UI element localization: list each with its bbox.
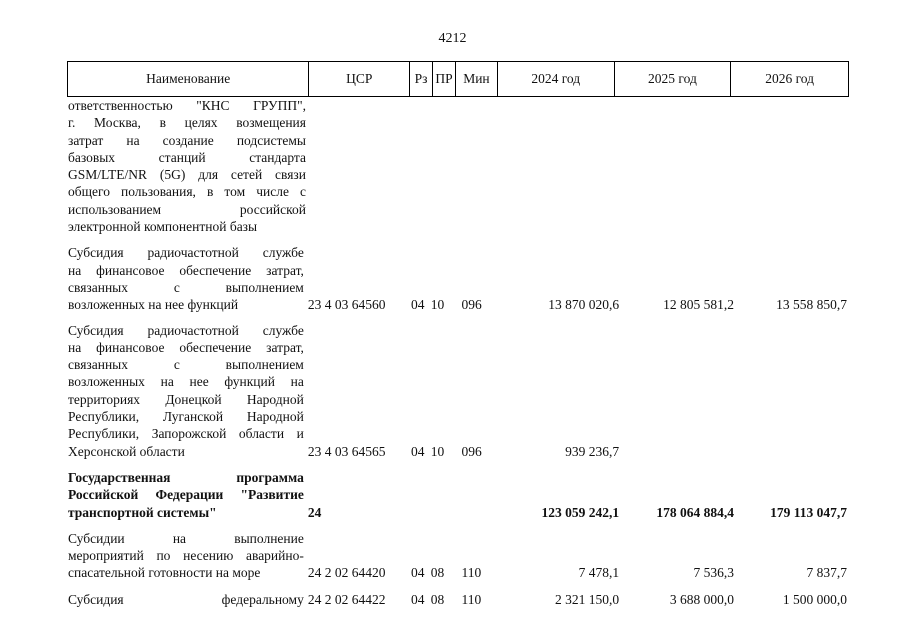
row-name-line: Херсонской области [68,443,185,459]
row-pr: 08 [430,591,445,607]
row-rz: 04 [410,591,425,607]
row-name-line: электронной компонентной базы [68,219,258,235]
row-name-line: связанных с выполнением [68,279,304,295]
row-name-line: связанных с выполнением [68,357,304,373]
row-name-line: затрат на создание подсистемы [68,132,306,148]
row-2024: 2 321 150,0 [554,591,620,607]
row-name-line: г. Москва, в целях возмещения [68,115,306,131]
table-row [67,322,849,460]
row-2024: 7 478,1 [578,565,620,581]
row-2026: 1 500 000,0 [782,591,847,607]
row-name-line: Субсидия радиочастотной службе [68,322,304,338]
row-name-line: ответственностью "КНС ГРУПП", [68,98,306,113]
row-name-line: на финансовое обеспечение затрат, [68,339,304,355]
row-csr: 24 [307,504,322,520]
row-min: 096 [461,297,482,313]
row-name-line: Государственная программа [68,469,304,485]
table-row [67,97,849,235]
row-csr: 23 4 03 64565 [307,443,386,459]
row-name-line: возложенных на нее функций на [68,374,304,390]
table-row [67,244,849,313]
row-2025: 7 536,3 [693,565,735,581]
header-name: Наименование [68,62,309,96]
row-name [67,244,304,313]
row-name-line: общего пользования, в том числе с [68,184,306,200]
row-name-line: использованием российской [68,201,306,217]
table-body [67,97,849,608]
row-pr: 10 [430,443,445,459]
row-pr: 10 [430,297,445,313]
row-name-line: Субсидия радиочастотной службе [68,245,304,261]
row-name-line: мероприятий по несению аварийно- [68,548,304,564]
row-csr: 24 2 02 64422 [307,591,386,607]
row-csr: 23 4 03 64560 [307,297,386,313]
row-csr: 24 2 02 64420 [307,565,386,581]
row-name [67,530,304,582]
header-csr: ЦСР [309,62,410,96]
row-2024: 13 870 020,6 [548,297,620,313]
row-name-line: Субсидии на выполнение [68,530,304,546]
row-name-line: GSM/LTE/NR (5G) для сетей связи [68,167,306,183]
row-name [67,469,304,521]
row-2026: 13 558 850,7 [776,297,847,313]
header-2026: 2026 год [765,71,815,86]
header-2024: 2024 год [498,62,615,96]
header-min: Мин [456,62,498,96]
row-min: 110 [461,591,482,607]
row-2024: 123 059 242,1 [541,504,620,520]
row-name-line: территориях Донецкой Народной [68,391,304,407]
row-min: 110 [461,565,482,581]
row-name [67,322,304,460]
row-name-line: спасательной готовности на море [68,565,261,581]
table-row [67,530,849,582]
row-2026: 179 113 047,7 [770,504,847,520]
row-2024: 939 236,7 [565,443,620,459]
row-2025: 12 805 581,2 [663,297,735,313]
table-header [67,61,849,97]
row-name-line: Республики, Запорожской области и [68,426,304,442]
table-row [67,591,849,608]
row-name-line: Российской Федерации "Развитие [68,487,304,503]
page-number: 4212 [438,31,467,46]
row-rz: 04 [410,565,425,581]
header-rz: Рз [410,62,433,96]
row-name [67,591,304,608]
row-name-line: Субсидия федеральному [68,591,304,607]
row-2025: 178 064 884,4 [656,504,735,520]
row-name-line: транспортной системы" [68,504,217,520]
header-2025: 2025 год [615,62,732,96]
row-rz: 04 [410,443,425,459]
row-name-line: на финансовое обеспечение затрат, [68,262,304,278]
row-min: 096 [461,443,482,459]
row-2026: 7 837,7 [806,565,847,581]
row-name-line: базовых станций стандарта [68,149,306,165]
row-rz: 04 [410,297,425,313]
row-name [67,97,306,235]
row-name-line: Республики, Луганской Народной [68,409,304,425]
row-2025: 3 688 000,0 [669,591,735,607]
row-pr: 08 [430,565,445,581]
row-name-line: возложенных на нее функций [68,297,239,313]
table-row-program [67,469,849,521]
header-pr: ПР [433,62,456,96]
